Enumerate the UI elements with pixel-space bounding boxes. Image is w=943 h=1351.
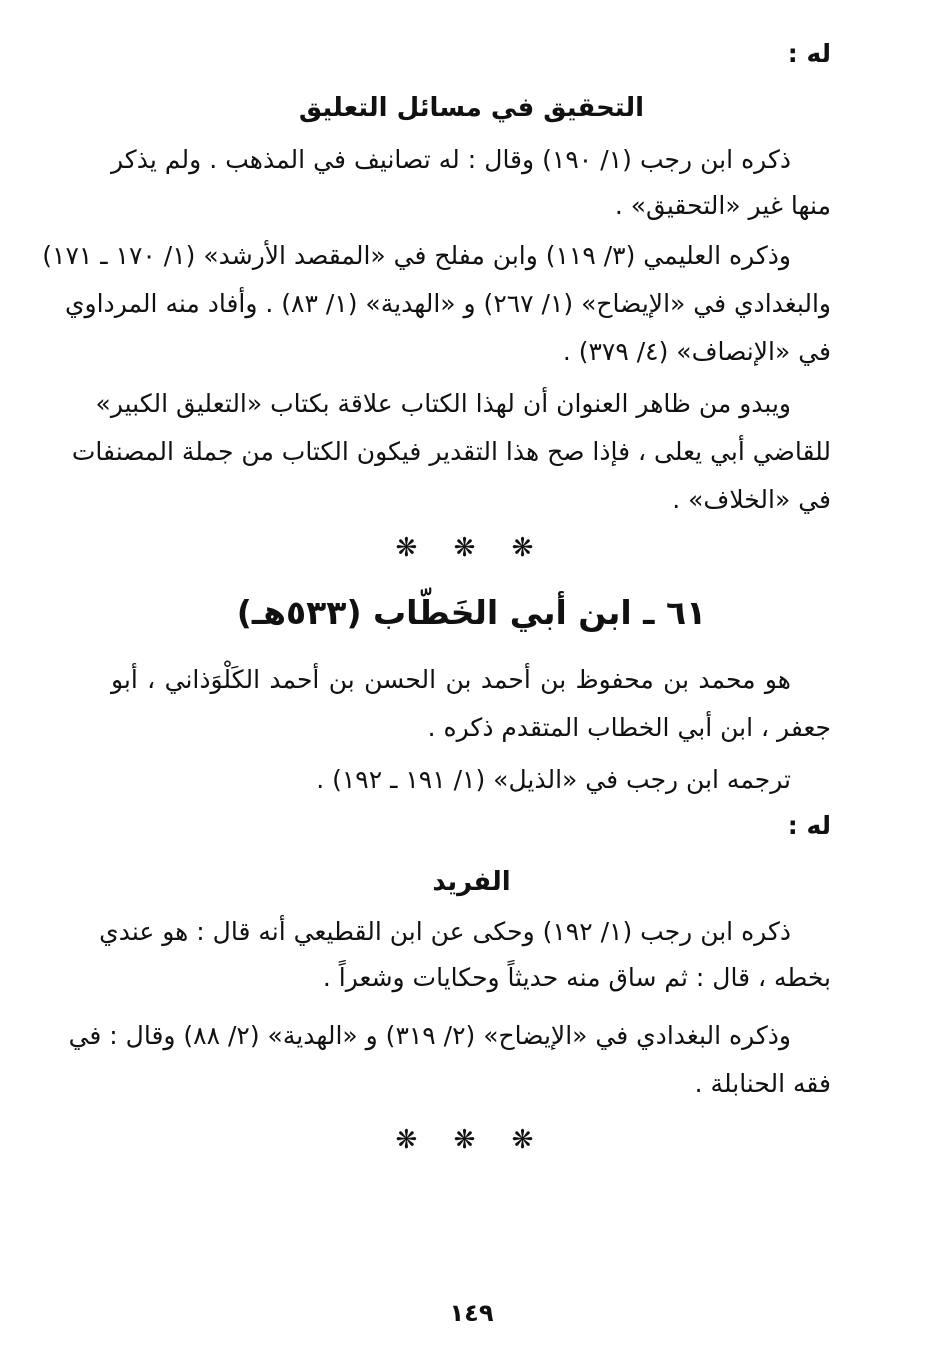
page-number: ١٤٩ — [449, 1299, 494, 1327]
paragraph-line: جعفر ، ابن أبي الخطاب المتقدم ذكره . — [427, 713, 831, 742]
paragraph-line: في «الخلاف» . — [672, 485, 831, 514]
paragraph-line: في «الإنصاف» (٤/ ٣٧٩) . — [562, 337, 831, 366]
paragraph-line: ويبدو من ظاهر العنوان أن لهذا الكتاب علاقة بكتاب «التعليق الكبير» — [95, 389, 791, 418]
paragraph-line: والبغدادي في «الإيضاح» (١/ ٢٦٧) و «الهدية» (١/ ٨٣) . وأفاد منه المرداوي — [64, 289, 831, 318]
paragraph-line: فقه الحنابلة . — [694, 1069, 831, 1098]
paragraph-line: للقاضي أبي يعلى ، فإذا صح هذا التقدير فيكون الكتاب من جملة المصنفات — [71, 437, 831, 466]
paragraph-line: ذكره ابن رجب (١/ ١٩٢) وحكى عن ابن القطيعي أنه قال : هو عندي — [99, 917, 791, 946]
paragraph-line: وذكره البغدادي في «الإيضاح» (٢/ ٣١٩) و «الهدية» (٢/ ٨٨) وقال : في — [68, 1021, 791, 1050]
section-separator: ❋ ❋ ❋ — [395, 533, 548, 563]
paragraph-line: وذكره العليمي (٣/ ١١٩) وابن مفلح في «المقصد الأرشد» (١/ ١٧٠ ـ ١٧١) — [42, 241, 791, 270]
paragraph-line: ترجمه ابن رجب في «الذيل» (١/ ١٩١ ـ ١٩٢) . — [316, 765, 791, 794]
entry-title: ٦١ ـ ابن أبي الخَطّاب (٥٣٣هـ) — [236, 593, 707, 632]
paragraph-line: منها غير «التحقيق» . — [614, 191, 831, 220]
paragraph-line: هو محمد بن محفوظ بن أحمد بن الحسن بن أحمد الكَلْوَذاني ، أبو — [111, 665, 791, 694]
section-label: له : — [787, 811, 831, 840]
section-label: له : — [787, 39, 831, 68]
paragraph-line: بخطه ، قال : ثم ساق منه حديثاً وحكايات وشعراً . — [322, 963, 831, 992]
book-heading: الفريد — [432, 867, 511, 897]
section-separator: ❋ ❋ ❋ — [395, 1125, 548, 1155]
paragraph-line: ذكره ابن رجب (١/ ١٩٠) وقال : له تصانيف في المذهب . ولم يذكر — [111, 145, 791, 174]
book-heading: التحقيق في مسائل التعليق — [298, 93, 645, 123]
